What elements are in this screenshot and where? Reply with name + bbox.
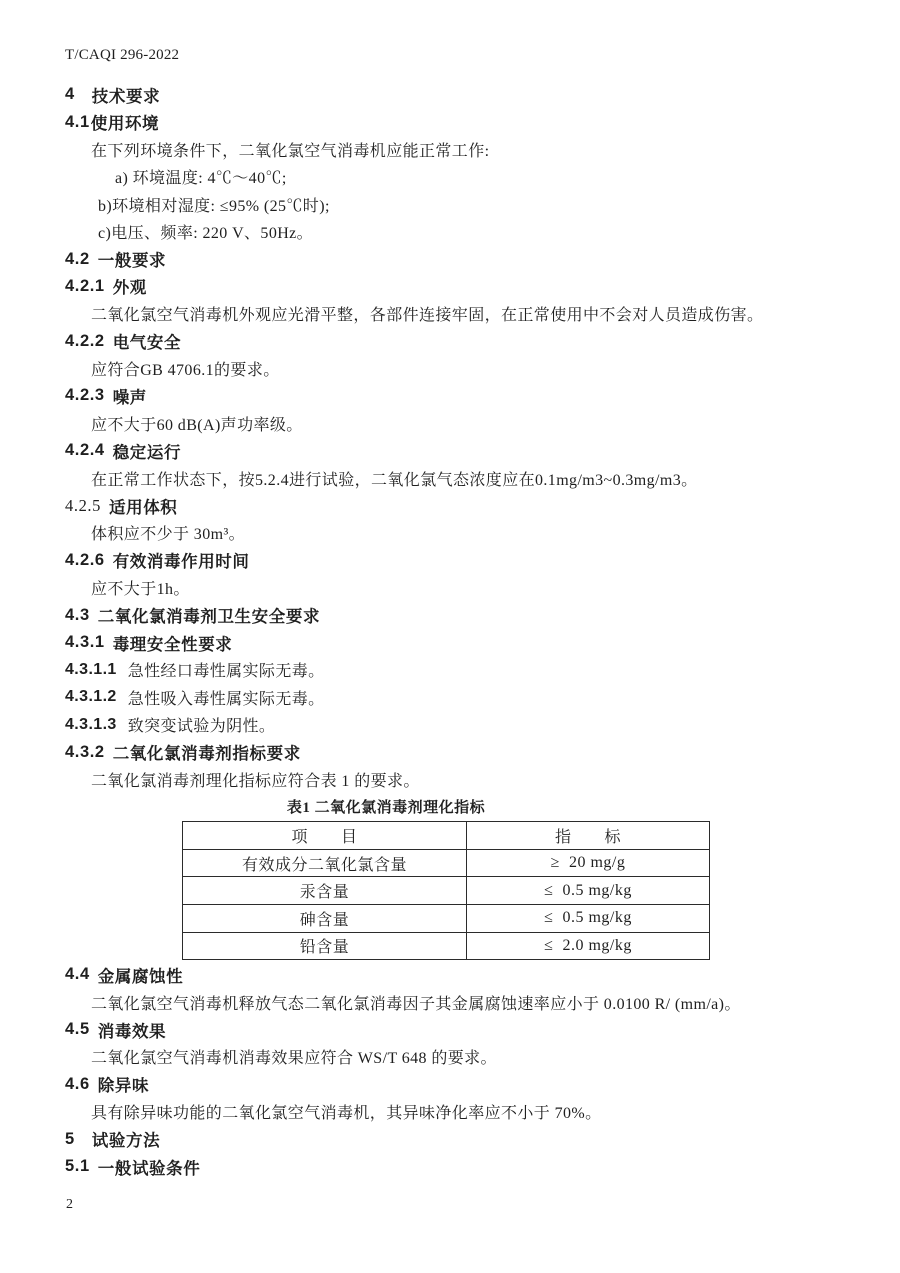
section-title: 适用体积 (109, 498, 178, 517)
paragraph: 具有除异味功能的二氧化氯空气消毒机，其异味净化率应不小于 70%。 (91, 1105, 602, 1123)
section-heading-4-5 (65, 1016, 845, 1043)
table-caption: 表1 二氧化氯消毒剂理化指标 (286, 799, 486, 816)
section-title: 二氧化氯消毒剂指标要求 (112, 745, 301, 764)
table1 (182, 821, 845, 960)
section-heading-4-2-4 (65, 437, 845, 464)
header-cell-item: 项 目 (183, 822, 467, 850)
section-number: 4.3.2 (65, 742, 105, 761)
section-number: 4.1 (65, 112, 90, 131)
section-title: 一般要求 (97, 252, 167, 271)
section-number: 4.2.5 (65, 495, 101, 515)
section-title: 稳定运行 (112, 443, 182, 462)
table-header-row (183, 822, 710, 850)
page-number: 2 (66, 1197, 73, 1212)
paragraph: 在下列环境条件下，二氧化氯空气消毒机应能正常工作: (91, 142, 490, 160)
section-number: 5 (65, 1129, 75, 1148)
doc-code: T/CAQI 296-2022 (65, 47, 180, 63)
section-heading-5-1 (65, 1153, 845, 1180)
section-title: 二氧化氯消毒剂卫生安全要求 (97, 608, 321, 627)
section-number: 4.2.1 (65, 276, 105, 295)
section-title: 除异味 (97, 1077, 150, 1096)
clause-4-3-1-1 (65, 656, 845, 683)
section-number: 4.2.3 (65, 386, 105, 405)
paragraph: 应符合GB 4706.1的要求。 (91, 362, 280, 380)
data-cell: ≤ 0.5 mg/kg (467, 877, 710, 905)
data-cell: ≤ 0.5 mg/kg (467, 904, 710, 932)
section-title: 消毒效果 (97, 1022, 167, 1041)
section-number: 4.2.2 (65, 331, 105, 350)
section-heading-5 (65, 1125, 845, 1152)
paragraph: 二氧化氯空气消毒机释放气态二氧化氯消毒因子其金属腐蚀速率应小于 0.0100 R/ (mm/a)。 (91, 995, 741, 1013)
section-title: 使用环境 (90, 115, 160, 134)
clause-text: 急性吸入毒性属实际无毒。 (127, 690, 325, 708)
data-cell: 砷含量 (183, 904, 467, 932)
document-content (65, 81, 845, 1180)
clause-number: 4.3.1.2 (65, 688, 117, 706)
table-row (183, 877, 710, 905)
section-heading-4-2-6 (65, 547, 845, 574)
section-heading-4 (65, 81, 845, 108)
paragraph: 应不大于1h。 (91, 581, 190, 599)
section-title: 电气安全 (112, 334, 182, 353)
list-item-a: a) 环境温度: 4℃～40℃; (115, 170, 287, 188)
section-heading-4-3-1 (65, 629, 845, 656)
section-heading-4-4 (65, 961, 845, 988)
data-cell: 有效成分二氧化氯含量 (183, 849, 467, 877)
section-number: 4 (65, 85, 75, 104)
table-row (183, 904, 710, 932)
spec-table (182, 821, 710, 960)
header-cell-indicator: 指 标 (467, 822, 710, 850)
section-number: 5.1 (65, 1157, 90, 1176)
paragraph: 二氧化氯空气消毒机外观应光滑平整，各部件连接牢固，在正常使用中不会对人员造成伤害。 (91, 307, 764, 325)
section-number: 4.2.4 (65, 441, 105, 460)
section-title: 一般试验条件 (97, 1159, 201, 1178)
paragraph: 二氧化氯空气消毒机消毒效果应符合 WS/T 648 的要求。 (91, 1050, 497, 1068)
table-row (183, 932, 710, 960)
clause-number: 4.3.1.3 (65, 715, 117, 733)
section-title: 技术要求 (91, 87, 161, 106)
section-number: 4.4 (65, 965, 90, 984)
clause-4-3-1-2 (65, 684, 845, 711)
list-item-b: b)环境相对湿度: ≤95% (25℃时); (98, 197, 330, 215)
section-heading-4-2-1 (65, 273, 845, 300)
section-heading-4-2 (65, 245, 845, 272)
section-number: 4.6 (65, 1074, 90, 1093)
section-heading-4-6 (65, 1071, 845, 1098)
section-title: 外观 (112, 279, 147, 298)
section-heading-4-3 (65, 601, 845, 628)
clause-text: 急性经口毒性属实际无毒。 (127, 663, 325, 681)
section-number: 4.3.1 (65, 633, 105, 651)
section-heading-4-2-2 (65, 328, 845, 355)
clause-number: 4.3.1.1 (65, 660, 117, 678)
section-title: 有效消毒作用时间 (112, 553, 250, 572)
section-heading-4-3-2 (65, 738, 845, 765)
data-cell: 铅含量 (183, 932, 467, 960)
section-heading-4-2-5 (65, 492, 845, 519)
clause-text: 致突变试验为阴性。 (127, 718, 276, 736)
paragraph: 体积应不少于 30m³。 (91, 526, 246, 544)
section-title: 试验方法 (91, 1132, 161, 1151)
data-cell: 汞含量 (183, 877, 467, 905)
list-item-c: c)电压、频率: 220 V、50Hz。 (98, 225, 314, 243)
section-number: 4.5 (65, 1020, 90, 1039)
section-heading-4-2-3 (65, 382, 845, 409)
paragraph: 在正常工作状态下，按5.2.4进行试验，二氧化氯气态浓度应在0.1mg/m3~0.3mg/m3。 (91, 471, 698, 489)
data-cell: ≥ 20 mg/g (467, 849, 710, 877)
section-title: 噪声 (112, 388, 147, 407)
clause-4-3-1-3 (65, 711, 845, 738)
table-row (183, 849, 710, 877)
paragraph: 应不大于60 dB(A)声功率级。 (91, 416, 303, 434)
data-cell: ≤ 2.0 mg/kg (467, 932, 710, 960)
section-number: 4.2 (65, 249, 90, 268)
paragraph: 二氧化氯消毒剂理化指标应符合表 1 的要求。 (91, 772, 420, 790)
section-title: 金属腐蚀性 (97, 967, 184, 986)
section-number: 4.3 (65, 605, 90, 624)
section-heading-4-1 (65, 108, 845, 135)
section-number: 4.2.6 (65, 550, 105, 569)
section-title: 毒理安全性要求 (112, 635, 233, 654)
